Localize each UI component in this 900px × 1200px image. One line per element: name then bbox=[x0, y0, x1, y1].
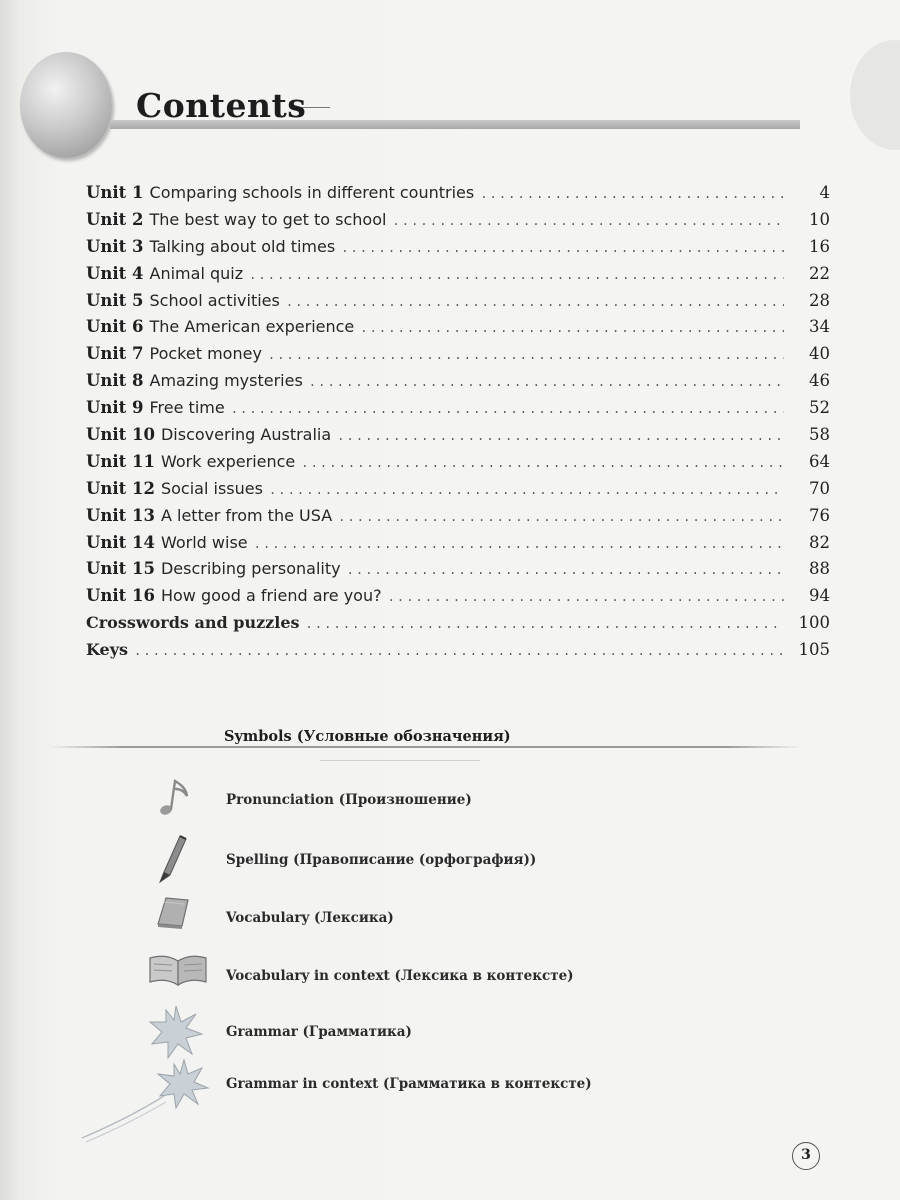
toc-page-number: 10 bbox=[809, 209, 830, 229]
toc-title: Discovering Australia bbox=[160, 425, 332, 445]
toc-title: How good a friend are you? bbox=[160, 586, 382, 606]
symbol-grammar bbox=[0, 1004, 900, 1064]
toc-page-number: 40 bbox=[809, 344, 830, 364]
toc-unit-number: Unit 16 bbox=[86, 586, 155, 606]
page-title: Contents bbox=[136, 86, 307, 125]
symbol-label: Vocabulary (Лексика) bbox=[226, 910, 394, 926]
toc-page-number: 52 bbox=[809, 398, 830, 418]
toc-title: Social issues bbox=[160, 478, 263, 498]
toc-unit-number: Unit 10 bbox=[86, 425, 155, 445]
toc-unit-number: Unit 12 bbox=[86, 478, 155, 498]
toc-page-number: 22 bbox=[809, 263, 830, 283]
toc-title: Keys bbox=[86, 640, 129, 660]
toc-page-number: 64 bbox=[809, 451, 830, 471]
toc-unit-number: Unit 2 bbox=[86, 209, 144, 229]
symbol-pronunciation bbox=[0, 772, 900, 832]
toc-title: Describing personality bbox=[160, 559, 341, 579]
symbol-vocabulary-in-context bbox=[0, 948, 900, 1008]
symbol-label: Pronunciation (Произношение) bbox=[226, 792, 472, 808]
open-book-icon bbox=[146, 948, 210, 1004]
toc-unit-number: Unit 8 bbox=[86, 371, 144, 391]
toc-title: World wise bbox=[160, 532, 248, 552]
symbol-label: Grammar in context (Грамматика в контексте) bbox=[226, 1076, 592, 1092]
toc-unit-number: Unit 9 bbox=[86, 398, 144, 418]
toc-unit-number: Unit 4 bbox=[86, 263, 144, 283]
toc-page-number: 58 bbox=[809, 425, 830, 445]
toc-unit-number: Unit 3 bbox=[86, 236, 144, 256]
toc-page-number: 70 bbox=[809, 478, 830, 498]
toc-title: Work experience bbox=[160, 451, 296, 471]
closed-book-icon bbox=[146, 890, 210, 946]
toc-title: Animal quiz bbox=[149, 263, 244, 283]
symbol-label: Spelling (Правописание (орфография)) bbox=[226, 852, 537, 868]
toc-page-number: 94 bbox=[809, 586, 830, 606]
toc-title: Talking about old times bbox=[149, 236, 336, 256]
toc-title: A letter from the USA bbox=[160, 505, 333, 525]
toc-unit-number: Unit 13 bbox=[86, 505, 155, 525]
symbol-label: Grammar (Грамматика) bbox=[226, 1024, 412, 1040]
toc-page-number: 34 bbox=[809, 317, 830, 337]
toc-title: Amazing mysteries bbox=[149, 371, 303, 391]
shooting-star-icon bbox=[80, 1056, 210, 1146]
toc-title: The best way to get to school bbox=[149, 209, 387, 229]
symbol-spelling bbox=[0, 832, 900, 892]
toc-page-number: 88 bbox=[809, 559, 830, 579]
toc-page-number: 100 bbox=[798, 613, 830, 633]
symbol-vocabulary bbox=[0, 890, 900, 950]
toc-page-number: 82 bbox=[809, 532, 830, 552]
toc-unit-number: Unit 14 bbox=[86, 532, 155, 552]
toc-unit-number: Unit 7 bbox=[86, 344, 144, 364]
toc-unit-number: Unit 11 bbox=[86, 451, 155, 471]
page-number: 3 bbox=[792, 1142, 820, 1170]
toc-unit-number: Unit 15 bbox=[86, 559, 155, 579]
toc-page-number: 28 bbox=[809, 290, 830, 310]
toc-page-number: 16 bbox=[809, 236, 830, 256]
toc-page-number: 76 bbox=[809, 505, 830, 525]
toc-title: Crosswords and puzzles bbox=[86, 613, 300, 633]
toc-unit-number: Unit 6 bbox=[86, 317, 144, 337]
symbol-label: Vocabulary in context (Лексика в контексте) bbox=[226, 968, 574, 984]
toc-page-number: 105 bbox=[798, 640, 830, 660]
toc-unit-number: Unit 1 bbox=[86, 183, 144, 202]
music-note-icon bbox=[146, 772, 210, 828]
toc-unit-number: Unit 5 bbox=[86, 290, 144, 310]
toc-title: Pocket money bbox=[149, 344, 262, 364]
symbols-heading: Symbols (Условные обозначения) bbox=[224, 728, 511, 745]
toc-title: Comparing schools in different countries bbox=[149, 183, 475, 202]
toc-page-number: 46 bbox=[809, 371, 830, 391]
star-burst-icon bbox=[146, 1004, 210, 1060]
pen-icon bbox=[146, 832, 210, 888]
toc-title: The American experience bbox=[149, 317, 355, 337]
toc-page-number: 4 bbox=[819, 183, 830, 202]
symbol-grammar-in-context bbox=[0, 1056, 900, 1116]
toc-title: Free time bbox=[149, 398, 225, 418]
toc-title: School activities bbox=[149, 290, 280, 310]
